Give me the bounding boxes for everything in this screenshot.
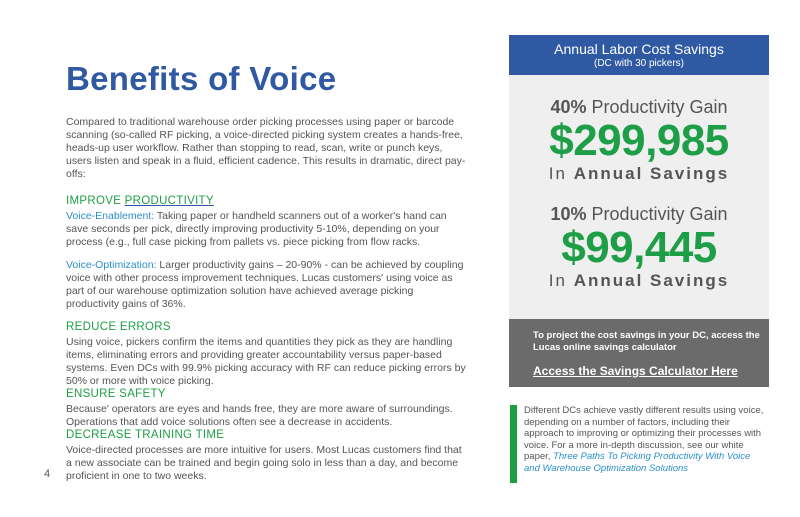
annual-label-2: Annual Savings (573, 271, 730, 290)
white-paper-link[interactable]: Three Paths To Picking Productivity With Voice and Warehouse Optimization Solutions (524, 451, 751, 474)
errors-paragraph: Using voice, pickers confirm the items and quantities they pick as they are handling items, eliminating errors and providing greater accountability versus paper-based systems. Even DCs with 99.9% picking accuracy with RF can reduce picking errors by 50% or more with voice picking. (66, 336, 466, 387)
enablement-text: Taking paper or handheld scanners out of a worker's hand can save seconds per pick, directly improving productivity 5-10%, depending on your process (e.g., full case picking from pallets vs. piece picking from flow racks. (66, 210, 447, 248)
page-number: 4 (44, 468, 51, 480)
in-label-1: In (548, 164, 574, 183)
section-heading-productivity (66, 195, 468, 208)
savings-panel-header (509, 35, 769, 75)
annual-savings-label-1 (509, 164, 769, 184)
gain-10-pct: 10% (550, 204, 587, 224)
in-label-2: In (548, 271, 574, 290)
optimization-text: Larger productivity gains – 20-90% - can be achieved by coupling voice with other process improvement techniques. Lucas customers' using voice as part of our warehouse optimization solution have achieved average picking productivity gains of 36%. (66, 259, 464, 310)
savings-amount-40: $299,985 (549, 116, 729, 165)
annual-savings-label-2 (509, 271, 769, 291)
gain-10-label: Productivity Gain (586, 204, 728, 224)
page-title: Benefits of Voice (66, 60, 337, 97)
gain-40-heading (509, 97, 769, 118)
enablement-label: Voice-Enablement: (66, 210, 155, 222)
gain-10-heading (509, 204, 769, 225)
productivity-link[interactable]: PRODUCTIVITY (124, 195, 214, 207)
savings-panel-title: Annual Labor Cost Savings (554, 41, 724, 57)
section-heading-safety: ENSURE SAFETY (66, 388, 166, 400)
training-paragraph: Voice-directed processes are more intuitive for users. Most Lucas customers find that a new associate can be trained and begin going solo in less than a day, and become proficient in one to two weeks. (66, 444, 462, 482)
body-column (66, 116, 468, 483)
voice-enablement-paragraph (66, 210, 468, 249)
intro-paragraph: Compared to traditional warehouse order picking processes using paper or barcode scanning (so-called RF picking, a voice-directed picking system creates a hands-free, heads-up user workflow. Rather than stopping to read, scan, write or punch keys, users listen and speak in a fluid, efficient cadence. This results in dramatic, direct pay-offs: (66, 116, 466, 180)
gain-40-label: Productivity Gain (586, 97, 728, 117)
gain-40-pct: 40% (550, 97, 587, 117)
section-heading-errors: REDUCE ERRORS (66, 321, 171, 333)
savings-panel-body (509, 75, 769, 319)
calculator-panel (509, 319, 769, 387)
note-text: Different DCs achieve vastly different results using voice, depending on a number of factors, including their approach to improving or optimizing their processes with voice. For a more in-depth discussion, see our white paper, (524, 405, 764, 462)
annual-label-1: Annual Savings (573, 164, 730, 183)
section-heading-training: DECREASE TRAINING TIME (66, 429, 225, 441)
savings-amount-10: $99,445 (561, 223, 717, 272)
voice-optimization-paragraph (66, 259, 468, 311)
savings-calculator-link[interactable]: Access the Savings Calculator Here (533, 364, 738, 378)
white-paper-note (510, 405, 766, 483)
safety-paragraph: Because' operators are eyes and hands free, they are more aware of surroundings. Operations that add voice solutions often see a decrease in accidents. (66, 403, 453, 428)
optimization-label: Voice-Optimization: (66, 259, 157, 271)
projection-text: To project the cost savings in your DC, access the Lucas online savings calculator (533, 330, 760, 353)
heading-prefix: IMPROVE (66, 195, 125, 207)
savings-panel-subtitle: (DC with 30 pickers) (593, 58, 685, 69)
